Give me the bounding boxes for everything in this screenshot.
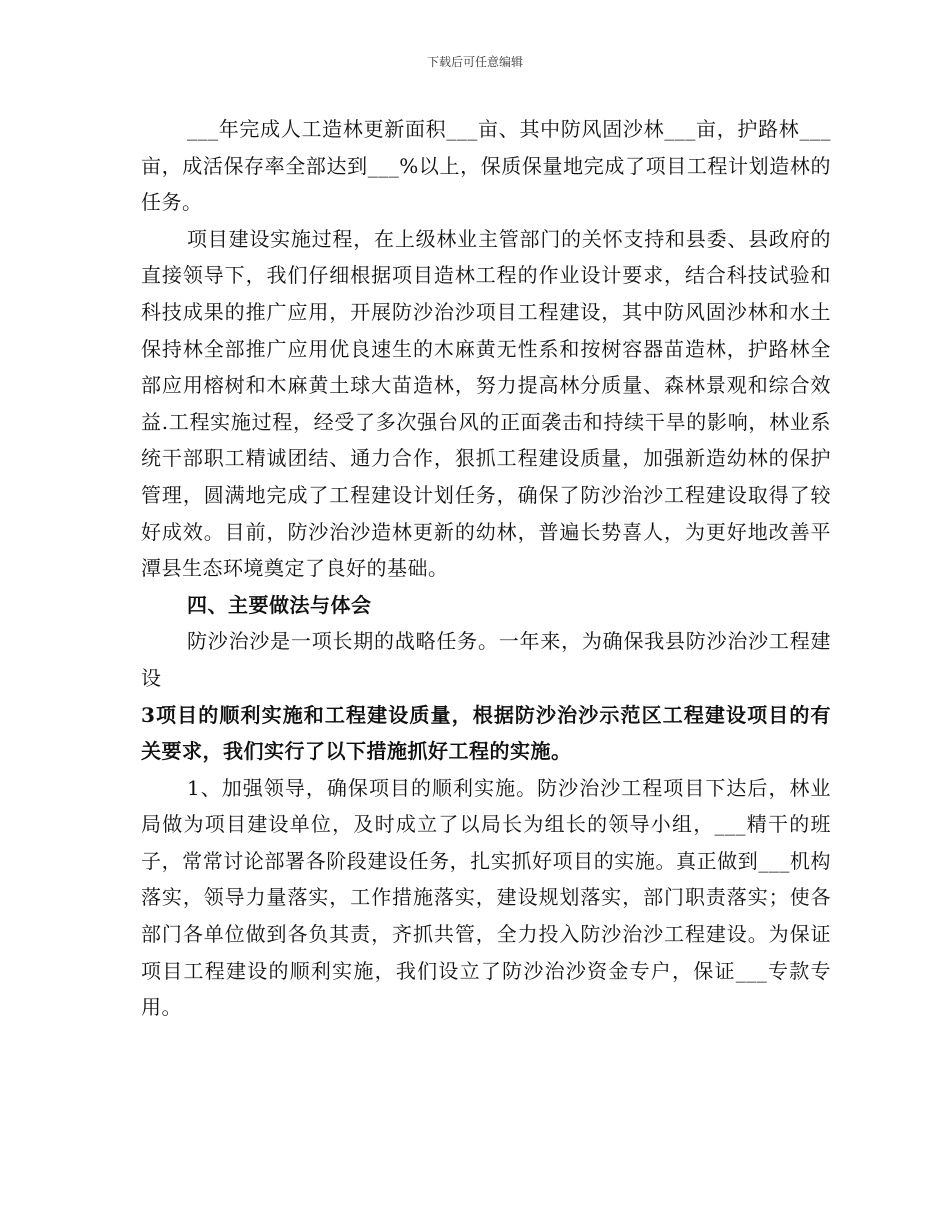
paragraph-measures-bold: 3项目的顺利实施和工程建设质量，根据防沙治沙示范区工程建设项目的有关要求，我们实行了以下措施抓好工程的实施。 <box>141 702 831 764</box>
paragraph-strengthen-leadership: 1、加强领导，确保项目的顺利实施。防沙治沙工程项目下达后，林业局做为项目建设单位，及时成立了以局长为组长的领导小组，___精干的班子，常常讨论部署各阶段建设任务，扎实抓好项目的实施。真正做到___机构落实，领导力量落实，工作措施落实，建设规划落实，部门职责落实；使各部门各单位做到各负其责，齐抓共管，全力投入防沙治沙工程建设。为保证项目工程建设的顺利实施，我们设立了防沙治沙资金专户，保证___专款专用。 <box>141 775 831 1020</box>
paragraph-afforestation-results: ___年完成人工造林更新面积___亩、其中防风固沙林___亩，护路林___亩，成活保存率全部达到___%以上，保质保量地完成了项目工程计划造林的任务。 <box>141 117 831 215</box>
section-heading-practices: 四、主要做法与体会 <box>187 592 372 617</box>
page-header: 下载后可任意编辑 <box>426 55 523 69</box>
paragraph-strategic-task: 防沙治沙是一项长期的战略任务。一年来，为确保我县防沙治沙工程建设 <box>141 629 831 690</box>
document-body <box>141 111 831 1026</box>
paragraph-implementation-process: 项目建设实施过程，在上级林业主管部门的关怀支持和县委、县政府的直接领导下，我们仔细根据项目造林工程的作业设计要求，结合科技试验和科技成果的推广应用，开展防沙治沙项目工程建设，其中防风固沙林和水土保持林全部推广应用优良速生的木麻黄无性系和按树容器苗造林，护路林全部应用榕树和木麻黄土球大苗造林，努力提高林分质量、森林景观和综合效益.工程实施过程，经受了多次强台风的正面袭击和持续干旱的影响，林业系统干部职工精诚团结、通力合作，狠抓工程建设质量，加强新造幼林的保护管理，圆满地完成了工程建设计划任务，确保了防沙治沙工程建设取得了较好成效。目前，防沙治沙造林更新的幼林，普遍长势喜人，为更好地改善平潭县生态环境奠定了良好的基础。 <box>141 226 831 581</box>
